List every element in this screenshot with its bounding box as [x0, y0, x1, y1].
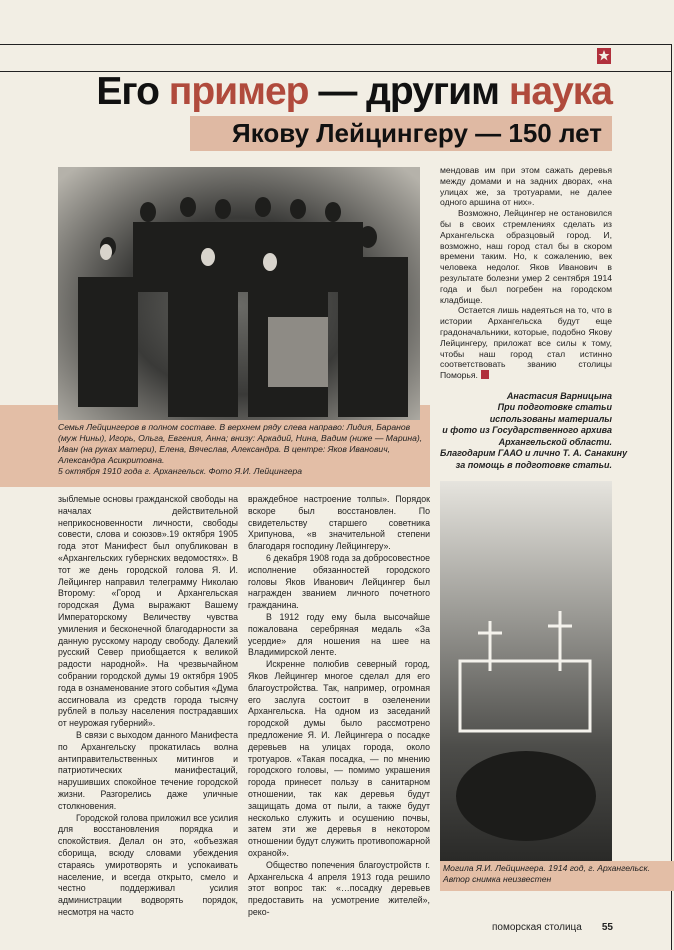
- paragraph: Общество попечения благоустройств г. Архангельска 4 апреля 1913 года решило этот вопрос так: «…посадку деревьев предоставить на усмотрение жителей», реко-: [248, 859, 430, 917]
- author-credits: [440, 390, 628, 472]
- page-footer: [492, 922, 613, 933]
- paragraph: зыблемые основы гражданской свободы на началах действительной неприкосновенности личности, свободы совести, слова и союзов».19 октября 1905 года этот Манифест был опубликован в «Архангельских губернских ведомостях». В тот же день городской голова Я. И. Лейцингер направил телеграмму Николаю Второму: «Город и Архангельская городская Дума выражают Вашему Императорскому Величеству чувства умиления и бесконечной благодарности за данную русскому народу свободу. Далекий русский Север приобщается к великой радости народной». На чрезвычайном собрании городской думы 19 октября 1905 года в ознаменование этого события «Дума ассигновала из средств города тысячу рублей в пользу населения пострадавших от неурожая губерний».: [58, 494, 238, 729]
- subtitle-band: [190, 116, 612, 151]
- paragraph: В 1912 году ему была высочайше пожалована серебряная медаль «За усердие» для ношения на шее на Владимирской ленте.: [248, 611, 430, 658]
- title-part: Его: [96, 70, 169, 113]
- article-title: [0, 70, 612, 114]
- right-column-stack: [440, 165, 650, 891]
- credit-line: При подготовке статьи: [497, 402, 612, 413]
- credit-line: использованы материалы: [489, 413, 612, 424]
- paragraph: враждебное настроение толпы». Порядок вскоре был восстановлен. По свидетельству старшего советника Хрипунова, «в значительной степени благодаря господину Лейцингеру».: [248, 494, 430, 552]
- credit-line: Благодарим ГААО и лично Т. А. Санакину: [440, 448, 628, 459]
- page-number: 55: [601, 922, 613, 933]
- photo1-date-credit: 5 октября 1910 года г. Архангельск. Фото Я.И. Лейцингера: [58, 466, 303, 476]
- photo2-caption-line: Автор снимка неизвестен: [443, 874, 552, 885]
- family-photo: [58, 167, 420, 420]
- right-edge-rule: [671, 44, 672, 950]
- column-1-text: [58, 494, 238, 919]
- credit-line: за помощь в подготовке статьи.: [455, 459, 612, 470]
- photo2-caption-line: Могила Я.И. Лейцингера. 1914 год, г. Архангельск.: [443, 863, 650, 874]
- grave-photo: [440, 481, 612, 861]
- title-accent-word: пример: [168, 70, 309, 113]
- family-photo-figures: [58, 167, 420, 420]
- paragraph: 6 декабря 1908 года за добросовестное исполнение обязанностей городского головы Яков Иванович Лейцингер был награжден званием личного почетного гражданина.: [248, 552, 430, 611]
- magazine-name: поморская столица: [492, 922, 582, 933]
- paragraph-text: Остается лишь надеяться на то, что в истории Архангельска будут еще градоначальники, которые, подобно Якову Лейцингеру, приложат все силы к тому, чтобы наш город стал истинно соответствовать званию столицы Поморья.: [440, 305, 612, 381]
- pomor-star-logo-icon: [597, 48, 611, 64]
- paragraph: мендовав им при этом сажать деревья между домами и на задних дворах, «на улицах же, за тротуарами, не далее одного аршина от них».: [440, 165, 612, 208]
- grave-photo-scene: [440, 481, 612, 861]
- article-subtitle: Якову Лейцингеру — 150 лет: [232, 118, 602, 148]
- column-2-text: [248, 494, 430, 919]
- paragraph: Искренне полюбив северный город, Яков Лейцингер многое сделал для его благоустройства. Так, например, огромная его заслуга состоит в озеленении Архангельска. На одном из заседаний городской думы было рассмотрено предложение Я. И. Лейцингера о посадке деревьев на улицах города, около тротуаров. «Такая посадка, — по мнению городского головы, — помимо украшения города принесет пользу в санитарном отношении, так как деревья будут защищать дома от пыли, а также будут несколько служить и осушению почвы, затем эти же деревья в некотором отношении будут служить противопожарной охраной».: [248, 659, 430, 858]
- photo1-caption: [58, 422, 423, 477]
- paragraph: Возможно, Лейцингер не остановился бы в своих стремлениях сделать из Архангельска образцовый город. И, возможно, наш город стал бы в скором времени таким. Но, к сожалению, век человека недолог. Яков Иванович в результате болезни умер 2 сентября 1914 года и был погребен на городском кладбище.: [440, 208, 612, 305]
- right-column-text: [440, 165, 612, 381]
- title-part: — другим: [308, 70, 509, 113]
- photo2-caption: [440, 861, 674, 891]
- credit-line: и фото из Государственного архива: [442, 425, 612, 436]
- title-accent-word: наука: [508, 70, 612, 113]
- credit-line: Архангельской области.: [498, 436, 612, 447]
- top-rule: [0, 44, 672, 45]
- photo1-caption-text: Семья Лейцингеров в полном составе. В верхнем ряду слева направо: Лидия, Баранов (муж Нины), Игорь, Ольга, Евгения, Анна; внизу: Аркадий, Нина, Вадим (ниже — Марина), Иван (на руках матери), Елена, Вячеслав, Александра. В центре: Яков Иванович, Александра Асикритовна.: [58, 422, 423, 465]
- paragraph: В связи с выходом данного Манифеста по Архангельску прокатилась волна антиправительственных митингов и патриотических манифестаций, нарушивших спокойное течение городской жизни. Разгорелись даже уличные столкновения.: [58, 729, 238, 811]
- paragraph: [440, 305, 612, 381]
- end-mark-icon: [481, 370, 489, 379]
- author-name: Анастасия Варницына: [506, 390, 612, 401]
- paragraph: Городской голова приложил все усилия для восстановления порядка и спокойствия. Делал он это, «объезжая сборища, всюду словами убеждения стараясь умиротворять и успокаивать население, и всегда открыто, смело и честно поддерживал усилия администрации водворять порядок, несмотря на часто: [58, 812, 238, 917]
